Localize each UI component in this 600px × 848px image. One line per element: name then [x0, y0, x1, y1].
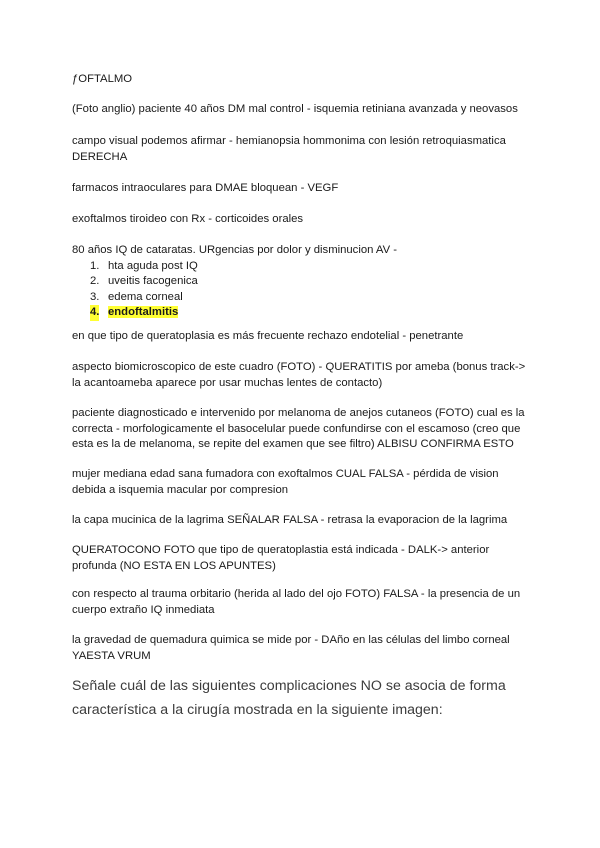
- option-text-highlighted: endoftalmitis: [108, 306, 179, 319]
- question-9: la capa mucinica de la lagrima SEÑALAR FALSA - retrasa la evaporacion de la lagrima: [72, 514, 508, 526]
- option-2: [72, 274, 542, 290]
- question-10: QUERATOCONO FOTO que tipo de queratoplastia está indicada - DALK-> anterior profunda (NO ESTA EN LOS APUNTES): [72, 544, 493, 572]
- question-4: exoftalmos tiroideo con Rx - corticoides orales: [72, 213, 304, 225]
- question-1: (Foto anglio) paciente 40 años DM mal control - isquemia retiniana avanzada y neovasos: [72, 103, 518, 115]
- option-number: 2.: [90, 275, 100, 288]
- option-text: edema corneal: [108, 290, 183, 303]
- option-3: [72, 290, 542, 306]
- option-number: 1.: [90, 259, 100, 272]
- document-title: ƒOFTALMO: [72, 73, 133, 85]
- question-5: en que tipo de queratoplasia es más frecuente rechazo endotelial - penetrante: [72, 330, 464, 342]
- answer-options: [72, 259, 542, 321]
- list-question: [72, 243, 542, 321]
- question-11: con respecto al trauma orbitario (herida al lado del ojo FOTO) FALSA - la presencia de un cuerpo extraño IQ inmediata: [72, 588, 524, 616]
- option-4-highlighted: [72, 305, 542, 321]
- option-1: [72, 259, 542, 275]
- final-question-prompt: Señale cuál de las siguientes complicaciones NO se asocia de forma característica a la cirugía mostrada en la siguiente imagen:: [72, 678, 506, 718]
- list-question-stem: 80 años IQ de cataratas. URgencias por dolor y disminucion AV -: [72, 244, 398, 256]
- option-number: 4.: [90, 305, 99, 321]
- question-6: aspecto biomicroscopico de este cuadro (FOTO) - QUERATITIS por ameba (bonus track-> la acantoameba aparece por usar muchas lentes de contacto): [72, 361, 529, 389]
- question-2: campo visual podemos afirmar - hemianopsia hommonima con lesión retroquiasmatica DERECHA: [72, 135, 510, 163]
- question-3: farmacos intraoculares para DMAE bloquean - VEGF: [72, 182, 339, 194]
- option-number: 3.: [90, 290, 100, 303]
- question-8: mujer mediana edad sana fumadora con exoftalmos CUAL FALSA - pérdida de vision debida a isquemia macular por compresion: [72, 468, 502, 496]
- option-text: uveitis facogenica: [108, 275, 198, 288]
- question-7: paciente diagnosticado e intervenido por melanoma de anejos cutaneos (FOTO) cual es la correcta - morfologicamente el basocelular puede confundirse con el escamoso (creo que esta es la de melanoma, se repite del examen que see filtro) ALBISU CONFIRMA ESTO: [72, 407, 528, 450]
- option-text: hta aguda post IQ: [108, 259, 198, 272]
- question-12: la gravedad de quemadura quimica se mide por - DAño en las células del limbo corneal YAESTA VRUM: [72, 634, 513, 662]
